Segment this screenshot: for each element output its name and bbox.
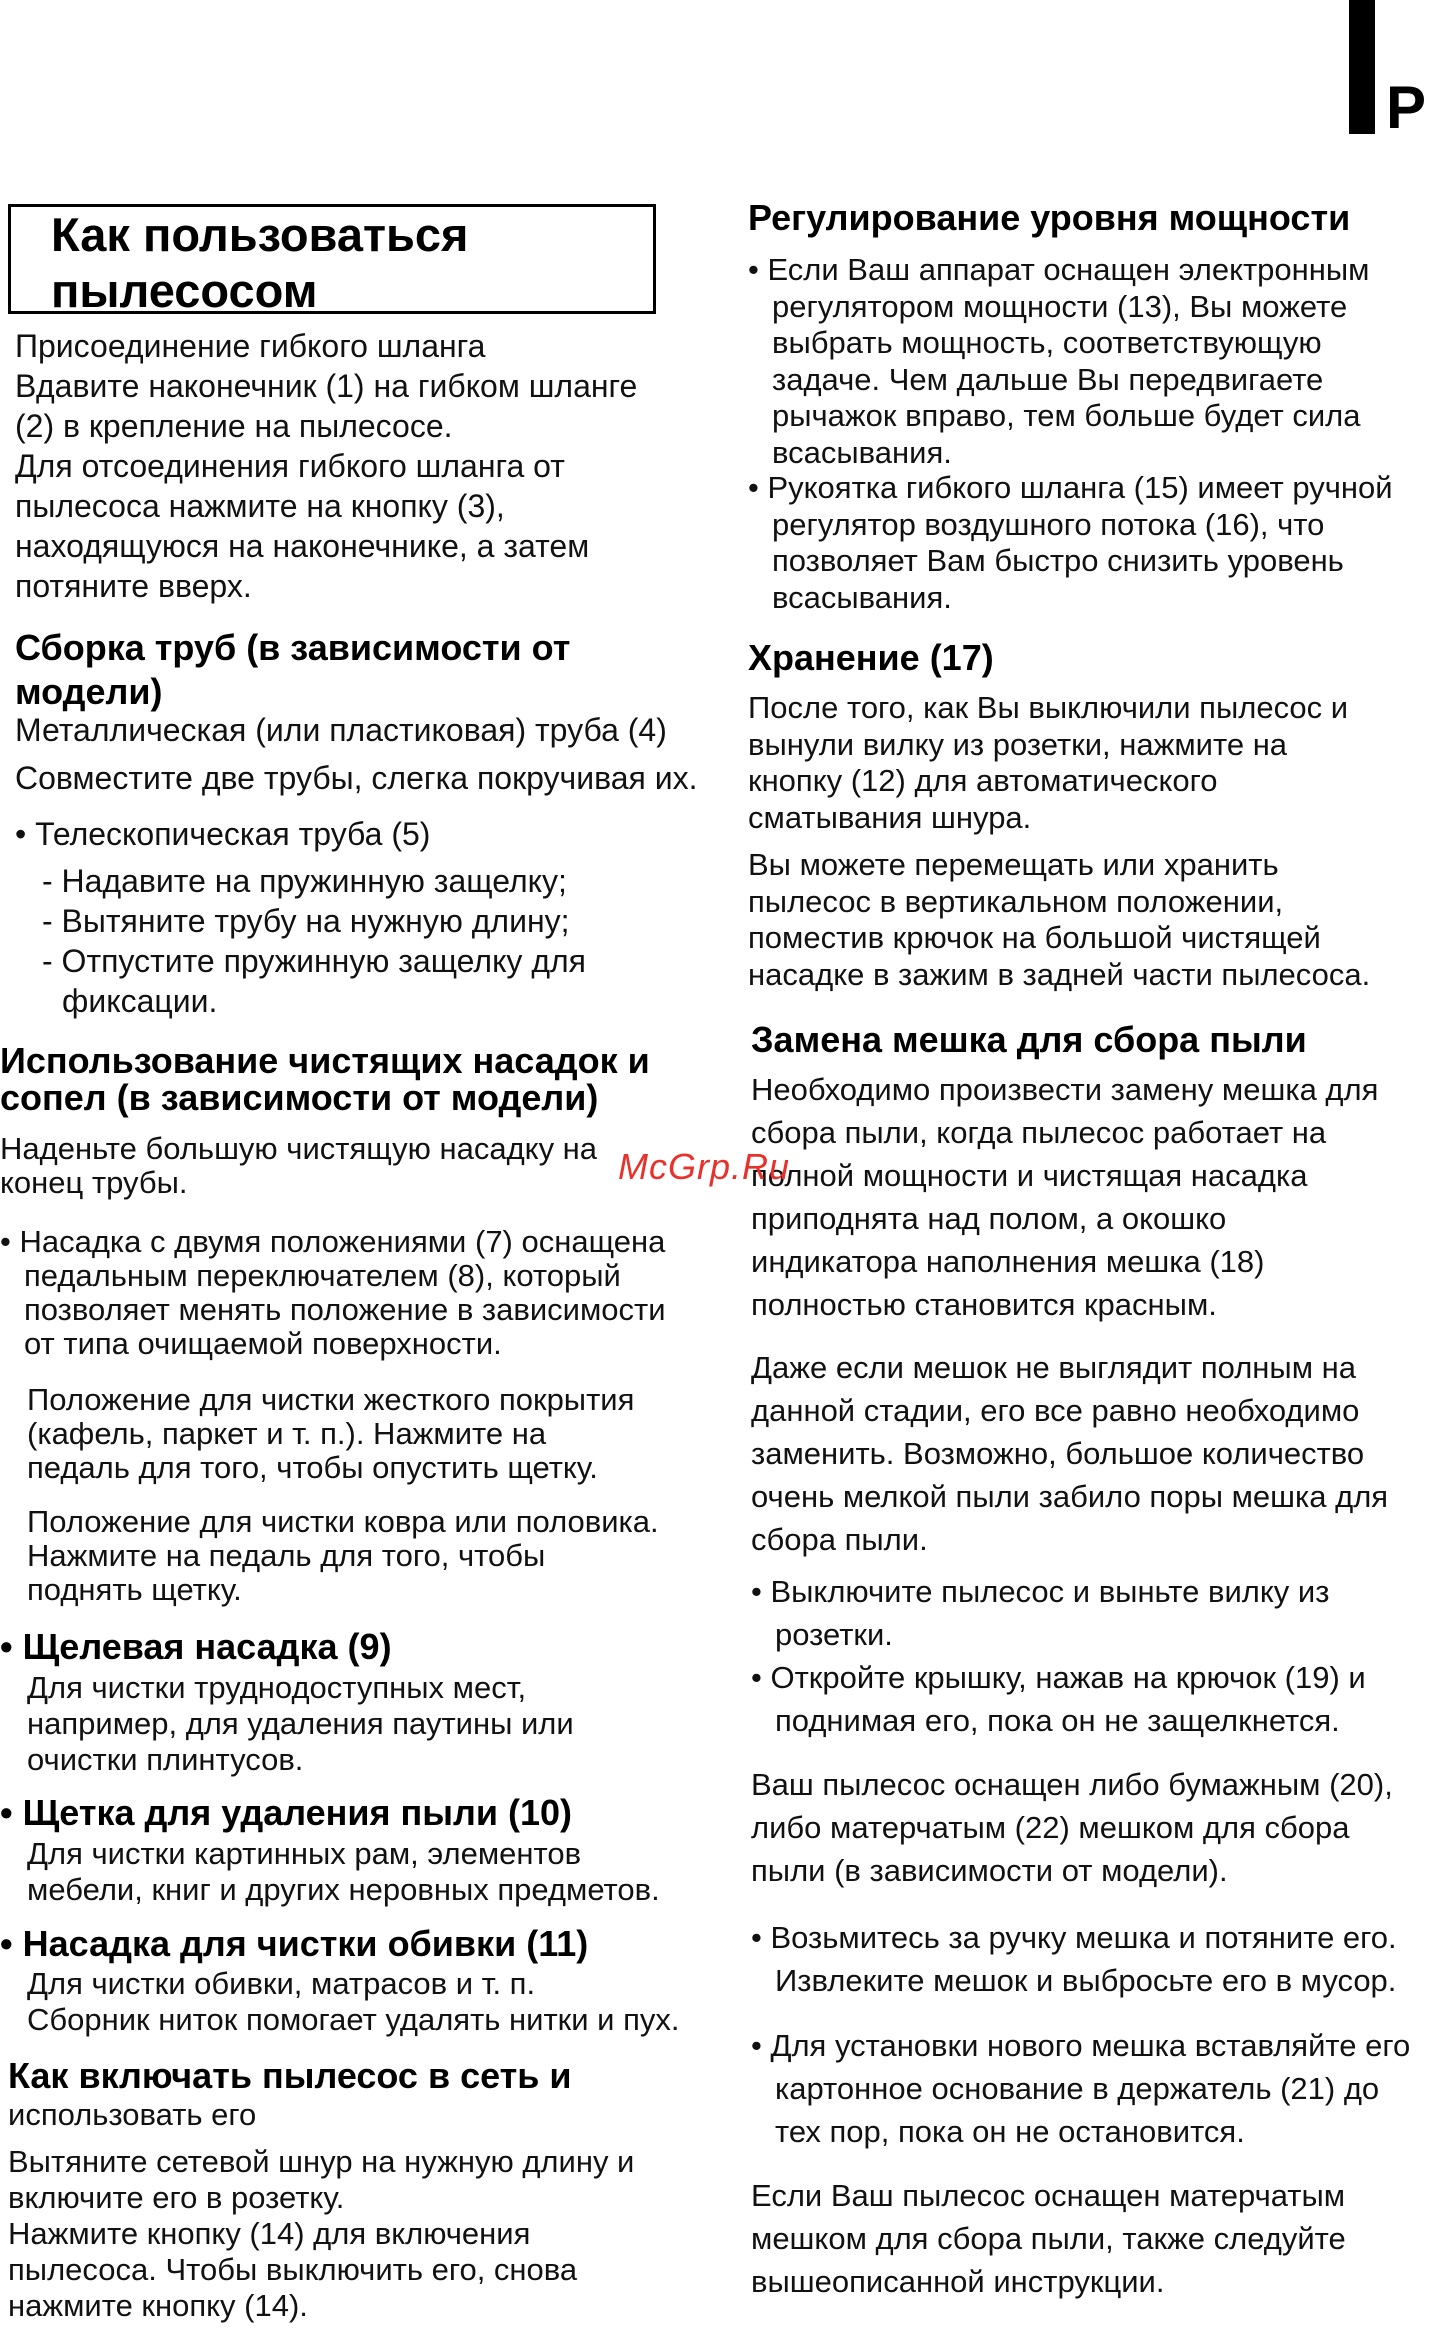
storage-line: После того, как Вы выключили пылесос и: [748, 690, 1349, 725]
power-on-line: пылесоса. Чтобы выключить его, снова: [8, 2252, 578, 2287]
bag-p4: [751, 2174, 1346, 2303]
storage-heading: Хранение (17): [748, 637, 994, 678]
bag-line: вышеописанной инструкции.: [751, 2264, 1165, 2299]
upholstery-line: Сборник ниток помогает удалять нитки и пух.: [27, 2002, 680, 2037]
power-level-line: задаче. Чем дальше Вы передвигаете: [772, 361, 1324, 397]
hose-heading: Присоединение гибкого шланга: [15, 328, 486, 364]
bag-line: полной мощности и чистящая насадка: [751, 1158, 1308, 1193]
power-on-line: нажмите кнопку (14).: [8, 2288, 308, 2323]
nozzles-heading-line: сопел (в зависимости от модели): [0, 1077, 599, 1118]
bag-line: сбора пыли.: [751, 1522, 928, 1557]
storage-line: кнопку (12) для автоматического: [748, 763, 1218, 798]
power-level-line: регулятор воздушного потока (16), что: [772, 506, 1325, 542]
upholstery-body: [27, 1966, 680, 2038]
tubes-step: фиксации.: [62, 983, 218, 1019]
page-title: Как пользоваться пылесосом: [51, 208, 469, 317]
power-level-line: выбрать мощность, соответствующую: [772, 325, 1322, 360]
power-on-line: Нажмите кнопку (14) для включения: [8, 2216, 531, 2251]
power-level-line: всасывания.: [772, 434, 952, 470]
bag-line: Необходимо произвести замену мешка для: [751, 1072, 1379, 1107]
nozzles-two-position-line: • Насадка с двумя положениями (7) оснащена: [0, 1224, 666, 1259]
bag-p3: [751, 1763, 1393, 1892]
crevice-line: например, для удаления паутины или: [27, 1706, 574, 1741]
bag-line: Если Ваш пылесос оснащен матерчатым: [751, 2178, 1346, 2213]
watermark: McGrp.Ru: [618, 1146, 791, 1187]
bag-line: либо матерчатым (22) мешком для сбора: [751, 1810, 1350, 1845]
nozzles-carpet-line: Положение для чистки ковра или половика.: [27, 1504, 659, 1539]
nozzles-intro: [0, 1132, 597, 1200]
hose-line: (2) в крепление на пылесосе.: [15, 408, 453, 444]
bag-line: мешком для сбора пыли, также следуйте: [751, 2221, 1346, 2256]
nozzles-intro-line: конец трубы.: [0, 1165, 188, 1200]
tubes-heading-line: Сборка труб (в зависимости от: [15, 627, 571, 668]
tubes-step: - Надавите на пружинную защелку;: [42, 863, 567, 899]
bag-line: розетки.: [775, 1617, 893, 1652]
dust-brush-body: [27, 1836, 660, 1908]
crevice-body: [27, 1670, 574, 1778]
tubes-combine: Совместите две трубы, слегка покручивая их.: [15, 760, 698, 796]
bag-line: поднимая его, пока он не защелкнется.: [775, 1703, 1340, 1738]
nozzles-heading-line: Использование чистящих насадок и: [0, 1040, 650, 1081]
power-on-subheading: использовать его: [8, 2097, 257, 2132]
nozzles-carpet-line: Нажмите на педаль для того, чтобы: [27, 1538, 546, 1573]
power-on-line: включите его в розетку.: [8, 2180, 345, 2215]
storage-p2: [748, 847, 1370, 993]
bag-line: Даже если мешок не выглядит полным на: [751, 1350, 1356, 1385]
bag-line: сбора пыли, когда пылесос работает на: [751, 1115, 1327, 1150]
bag-line: • Возьмитесь за ручку мешка и потяните его.: [751, 1920, 1397, 1955]
bag-line: очень мелкой пыли забило поры мешка для: [751, 1479, 1389, 1514]
storage-line: насадке в зажим в задней части пылесоса.: [748, 956, 1371, 992]
hose-line: потяните вверх.: [15, 568, 252, 604]
storage-p1: [748, 690, 1348, 836]
power-level-heading: Регулирование уровня мощности: [748, 197, 1351, 238]
nozzles-carpet-line: поднять щетку.: [27, 1572, 242, 1607]
upholstery-line: Для чистки обивки, матрасов и т. п.: [27, 1966, 536, 2001]
power-level-bullet-1: [748, 252, 1370, 471]
bag-line: • Для установки нового мешка вставляйте его: [751, 2028, 1411, 2063]
bag-line: приподнята над полом, а окошко: [751, 1201, 1227, 1236]
storage-line: поместив крючок на большой чистящей: [748, 920, 1321, 955]
bag-line: индикатора наполнения мешка (18): [751, 1244, 1265, 1279]
bag-bullet-4: [751, 2024, 1410, 2153]
bag-bullet-1: [751, 1570, 1329, 1656]
storage-line: сматывания шнура.: [748, 799, 1032, 835]
bag-line: полностью становится красным.: [751, 1287, 1217, 1322]
tubes-steps: [42, 861, 586, 1021]
storage-line: пылесос в вертикальном положении,: [748, 883, 1284, 919]
tubes-step: - Отпустите пружинную защелку для: [42, 943, 586, 979]
hose-line: пылесоса нажмите на кнопку (3),: [15, 488, 505, 524]
language-tab-letter: P: [1386, 74, 1427, 141]
nozzles-two-position: [0, 1225, 666, 1361]
hose-section: [15, 326, 637, 606]
nozzles-two-position-line: педальным переключателем (8), который: [24, 1258, 621, 1293]
bag-line: Ваш пылесос оснащен либо бумажным (20),: [751, 1767, 1393, 1802]
nozzles-hard-floor: [27, 1383, 634, 1485]
storage-line: Вы можете перемещать или хранить: [748, 847, 1279, 882]
crevice-line: Для чистки труднодоступных мест,: [27, 1670, 527, 1705]
nozzles-heading: [0, 1042, 650, 1116]
bag-line: данной стадии, его все равно необходимо: [751, 1393, 1360, 1428]
power-level-bullet-2: [748, 470, 1393, 616]
power-level-line: • Рукоятка гибкого шланга (15) имеет ручной: [748, 470, 1393, 505]
bag-line: Извлеките мешок и выбросьте его в мусор.: [775, 1963, 1397, 1998]
power-on-heading: Как включать пылесос в сеть и: [8, 2055, 572, 2096]
power-level-line: регулятором мощности (13), Вы можете: [772, 288, 1348, 324]
bag-bullet-2: [751, 1656, 1366, 1742]
nozzles-hard-floor-line: (кафель, паркет и т. п.). Нажмите на: [27, 1416, 547, 1451]
dust-brush-line: Для чистки картинных рам, элементов: [27, 1836, 582, 1871]
bag-p1: [751, 1068, 1378, 1326]
nozzles-hard-floor-line: педаль для того, чтобы опустить щетку.: [27, 1450, 598, 1485]
crevice-line: очистки плинтусов.: [27, 1742, 304, 1777]
power-level-line: рычажок вправо, тем больше будет сила: [772, 398, 1361, 433]
dust-brush-line: мебели, книг и других неровных предметов.: [27, 1872, 660, 1907]
nozzles-two-position-line: от типа очищаемой поверхности.: [24, 1326, 502, 1361]
tubes-heading: [15, 626, 570, 714]
storage-line: вынули вилку из розетки, нажмите на: [748, 726, 1288, 762]
bag-line: • Выключите пылесос и выньте вилку из: [751, 1574, 1330, 1609]
power-on-body: [8, 2144, 634, 2324]
tubes-step: - Вытяните трубу на нужную длину;: [42, 903, 570, 939]
nozzles-carpet: [27, 1505, 659, 1607]
tubes-metal: Металлическая (или пластиковая) труба (4): [15, 712, 667, 748]
nozzles-intro-line: Наденьте большую чистящую насадку на: [0, 1131, 598, 1166]
language-tab-bar: [1349, 0, 1375, 134]
hose-line: Вдавите наконечник (1) на гибком шланге: [15, 368, 638, 404]
bag-heading: Замена мешка для сбора пыли: [751, 1019, 1307, 1060]
bag-line: картонное основание в держатель (21) до: [775, 2071, 1380, 2106]
nozzles-hard-floor-line: Положение для чистки жесткого покрытия: [27, 1382, 635, 1417]
bag-bullet-3: [751, 1916, 1397, 2002]
tubes-heading-line: модели): [15, 671, 163, 712]
tubes-telescopic: • Телескопическая труба (5): [15, 816, 431, 852]
dust-brush-heading: • Щетка для удаления пыли (10): [0, 1792, 573, 1833]
power-on-line: Вытяните сетевой шнур на нужную длину и: [8, 2144, 635, 2179]
power-level-line: • Если Ваш аппарат оснащен электронным: [748, 252, 1370, 287]
nozzles-two-position-line: позволяет менять положение в зависимости: [24, 1292, 666, 1327]
section-title-box: [8, 204, 656, 317]
upholstery-heading: • Насадка для чистки обивки (11): [0, 1923, 589, 1964]
hose-line: Для отсоединения гибкого шланга от: [15, 448, 565, 484]
power-level-line: всасывания.: [772, 579, 952, 615]
hose-line: находящуюся на наконечнике, а затем: [15, 528, 590, 564]
power-level-line: позволяет Вам быстро снизить уровень: [772, 543, 1344, 578]
bag-line: заменить. Возможно, большое количество: [751, 1436, 1365, 1471]
bag-p2: [751, 1346, 1388, 1561]
bag-line: пыли (в зависимости от модели).: [751, 1853, 1228, 1888]
crevice-heading: • Щелевая насадка (9): [0, 1626, 392, 1667]
bag-line: • Откройте крышку, нажав на крючок (19) и: [751, 1660, 1366, 1695]
bag-line: тех пор, пока он не остановится.: [775, 2114, 1245, 2149]
